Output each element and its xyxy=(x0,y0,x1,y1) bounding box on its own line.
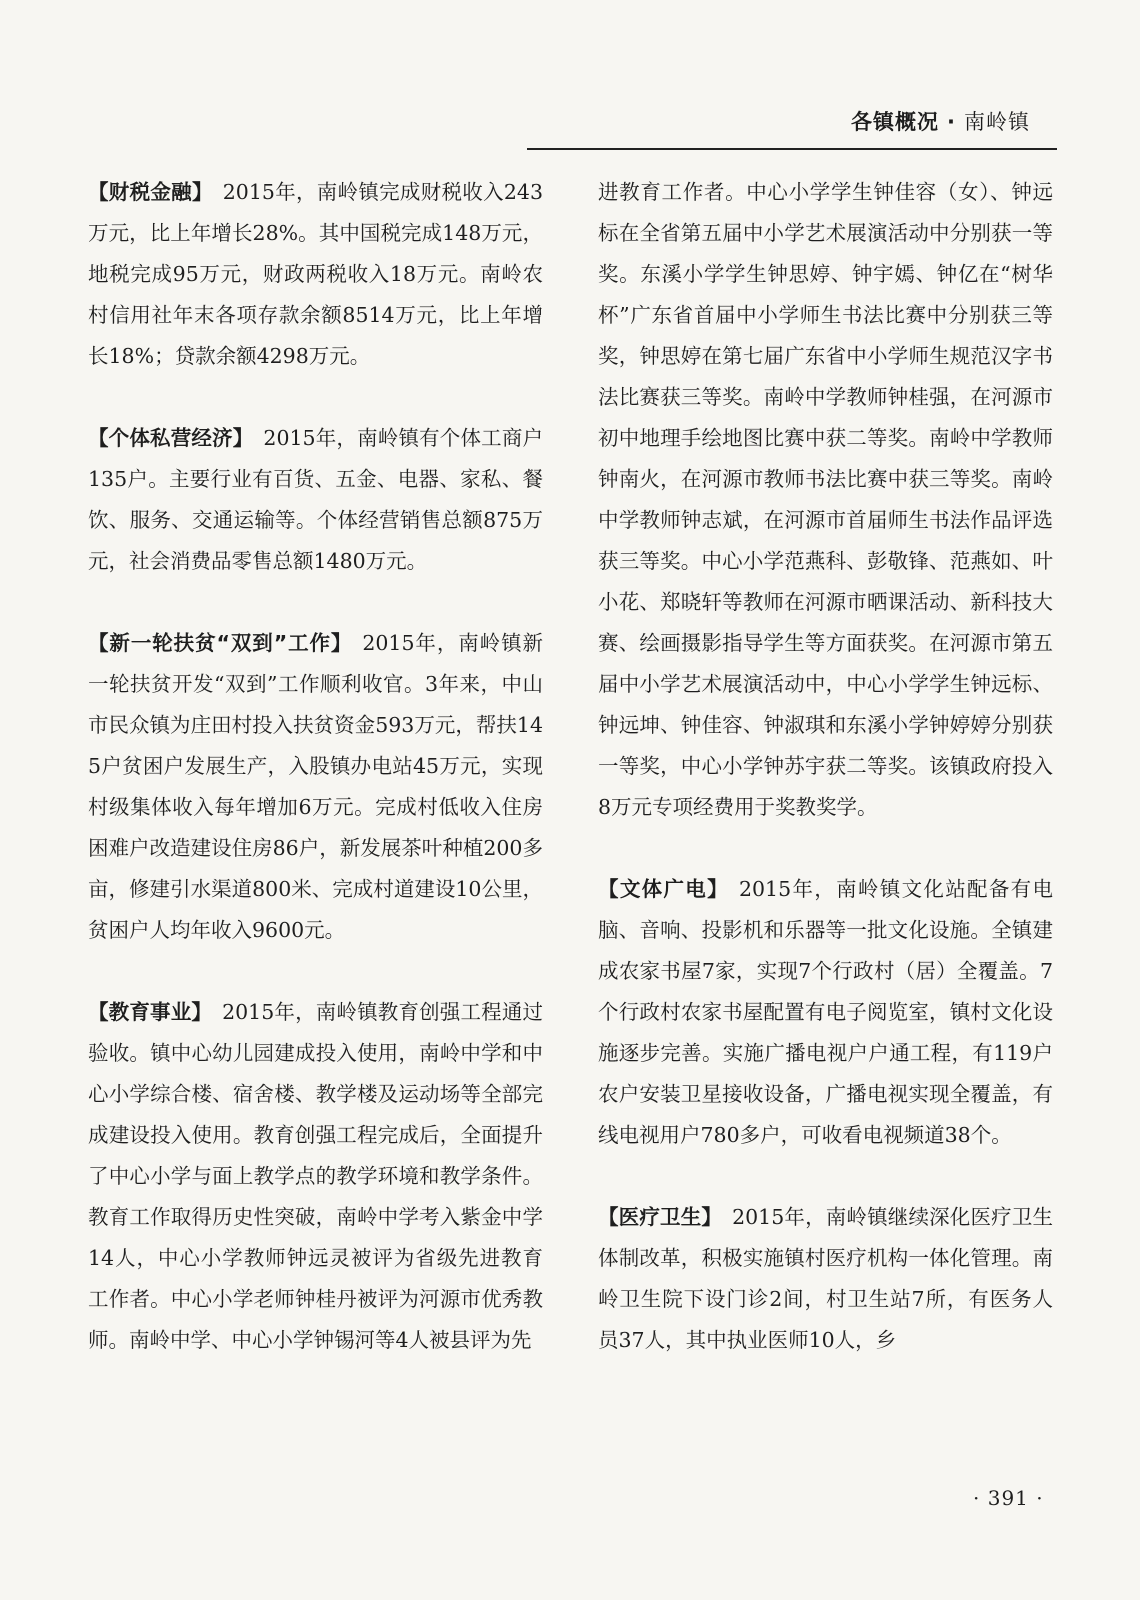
running-head-section: 各镇概况 xyxy=(851,110,940,134)
entry-private-economy xyxy=(88,418,543,582)
paragraph-gap xyxy=(88,951,543,992)
entry-text-education: 2015年，南岭镇教育创强工程通过验收。镇中心幼儿园建成投入使用，南岭中学和中心小学综合楼、宿舍楼、教学楼及运动场等全部完成建设投入使用。教育创强工程完成后，全面提升了中心小学与面上教学点的教学环境和教学条件。教育工作取得历史性突破，南岭中学考入紫金中学14人，中心小学教师钟远灵被评为省级先进教育工作者。中心小学老师钟桂丹被评为河源市优秀教师。南岭中学、中心小学钟锡河等4人被县评为先 xyxy=(88,1000,544,1352)
running-head xyxy=(851,106,1030,136)
entry-text-poverty: 2015年，南岭镇新一轮扶贫开发“双到”工作顺利收官。3年来，中山市民众镇为庄田村投入扶贫资金593万元，帮扶145户贫困户发展生产，入股镇办电站45万元，实现村级集体收入每年增加6万元。完成村低收入住房困难户改造建设住房86户，新发展茶叶种植200多亩，修建引水渠道800米、完成村道建设10公里，贫困户人均年收入9600元。 xyxy=(88,631,544,942)
header-rule xyxy=(527,148,1057,150)
entry-text-health: 2015年，南岭镇继续深化医疗卫生体制改革，积极实施镇村医疗机构一体化管理。南岭卫生院下设门诊2间，村卫生站7所，有医务人员37人，其中执业医师10人，乡 xyxy=(598,1205,1054,1352)
entry-title-health: 【医疗卫生】 xyxy=(598,1205,723,1229)
page-number: · 391 · xyxy=(973,1486,1044,1510)
entry-education xyxy=(88,992,543,1361)
entry-text-culture: 2015年，南岭镇文化站配备有电脑、音响、投影机和乐器等一批文化设施。全镇建成农家书屋7家，实现7个行政村（居）全覆盖。7个行政村农家书屋配置有电子阅览室，镇村文化设施逐步完善。实施广播电视户户通工程，有119户农户安装卫星接收设备，广播电视实现全覆盖，有线电视用户780多户，可收看电视频道38个。 xyxy=(598,877,1054,1147)
entry-title-poverty: 【新一轮扶贫“双到”工作】 xyxy=(88,631,353,655)
entry-title-private-economy: 【个体私营经济】 xyxy=(88,426,254,450)
entry-title-finance: 【财税金融】 xyxy=(88,180,213,204)
entry-finance xyxy=(88,172,543,377)
running-head-separator: · xyxy=(947,110,956,134)
paragraph-gap xyxy=(598,828,1053,869)
entry-health xyxy=(598,1197,1053,1361)
paragraph-gap xyxy=(88,377,543,418)
entry-text-finance: 2015年，南岭镇完成财税收入243万元，比上年增长28%。其中国税完成148万元，地税完成95万元，财政两税收入18万元。南岭农村信用社年末各项存款余额8514万元，比上年增长18%；贷款余额4298万元。 xyxy=(88,180,543,368)
entry-text-private-economy: 2015年，南岭镇有个体工商户135户。主要行业有百货、五金、电器、家私、餐饮、服务、交通运输等。个体经营销售总额875万元，社会消费品零售总额1480万元。 xyxy=(88,426,544,573)
entry-education-continued: 进教育工作者。中心小学学生钟佳容（女）、钟远标在全省第五届中小学艺术展演活动中分别获一等奖。东溪小学学生钟思婷、钟宇嫣、钟亿在“树华杯”广东省首届中小学师生书法比赛中分别获三等奖，钟思婷在第七届广东省中小学师生规范汉字书法比赛获三等奖。南岭中学教师钟桂强，在河源市初中地理手绘地图比赛中获二等奖。南岭中学教师钟南火，在河源市教师书法比赛中获三等奖。南岭中学教师钟志斌，在河源市首届师生书法作品评选获三等奖。中心小学范燕科、彭敬锋、范燕如、叶小花、郑晓轩等教师在河源市晒课活动、新科技大赛、绘画摄影指导学生等方面获奖。在河源市第五届中小学艺术展演活动中，中心小学学生钟远标、钟远坤、钟佳容、钟淑琪和东溪小学钟婷婷分别获一等奖，中心小学钟苏宇获二等奖。该镇政府投入8万元专项经费用于奖教奖学。 xyxy=(598,180,1053,819)
paragraph-gap xyxy=(88,582,543,623)
left-column xyxy=(88,172,543,1361)
entry-title-culture: 【文体广电】 xyxy=(598,877,729,901)
entry-title-education: 【教育事业】 xyxy=(88,1000,213,1024)
entry-culture xyxy=(598,869,1053,1156)
running-head-town: 南岭镇 xyxy=(964,110,1030,134)
entry-poverty xyxy=(88,623,543,951)
right-column xyxy=(598,172,1053,1361)
paragraph-gap xyxy=(598,1156,1053,1197)
